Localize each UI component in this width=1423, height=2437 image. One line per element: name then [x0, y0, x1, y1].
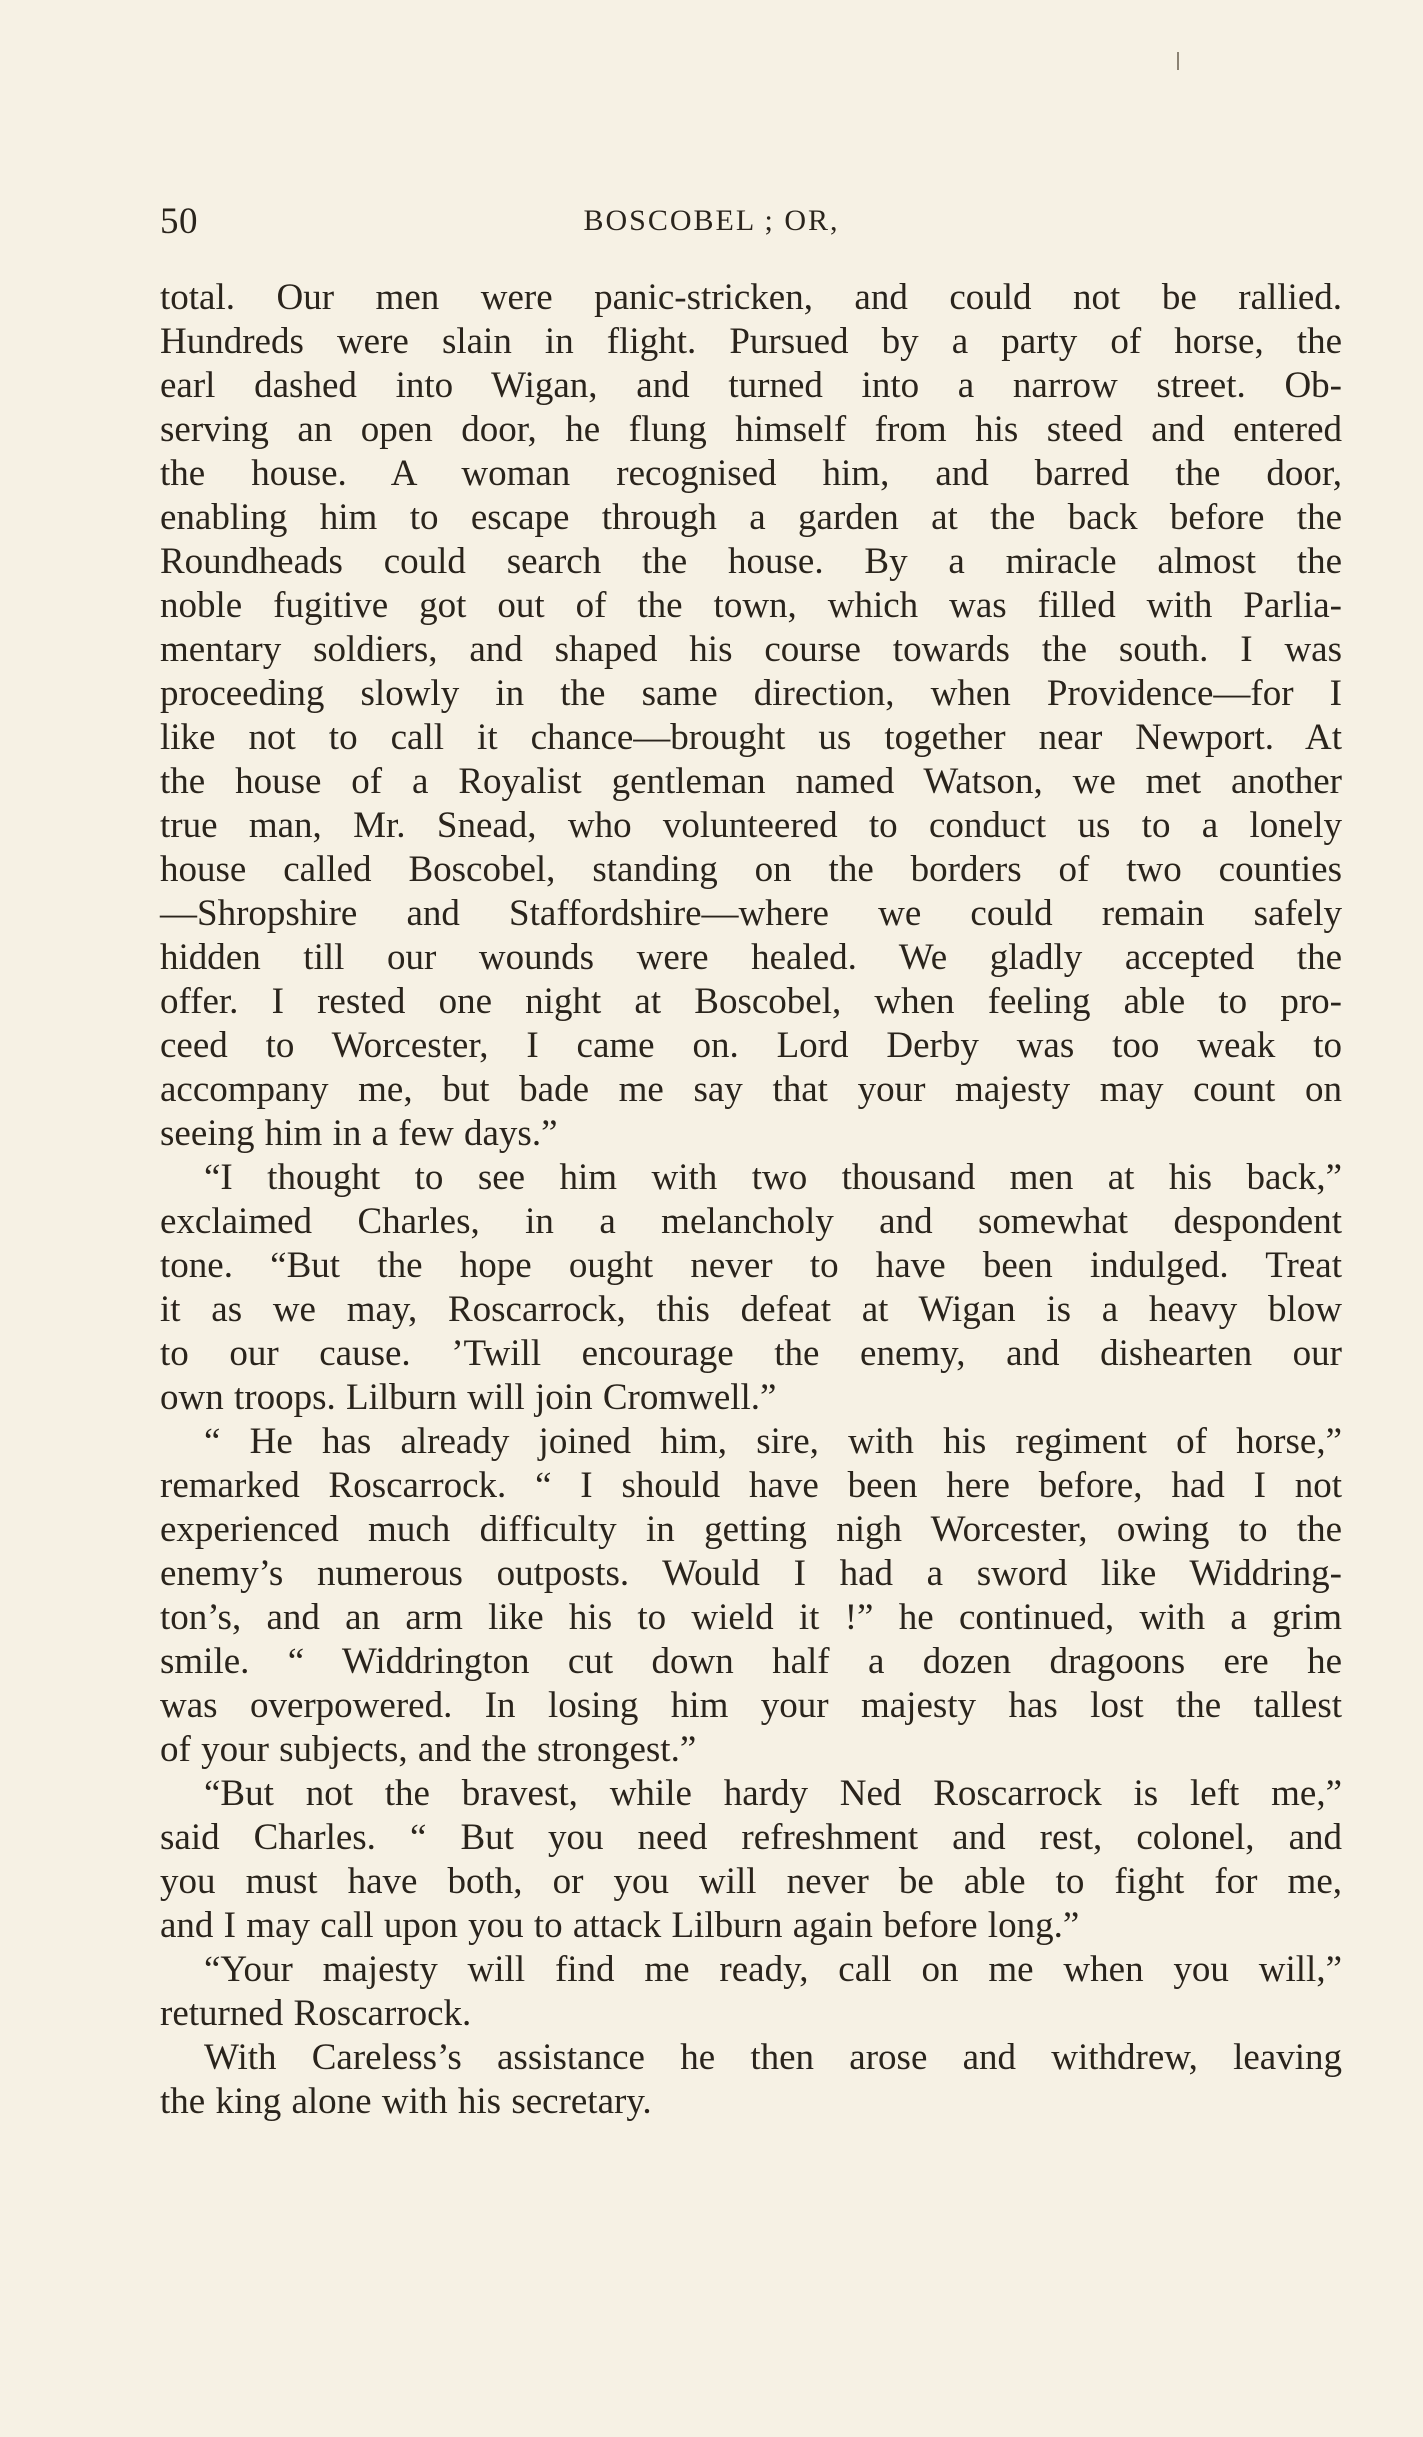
text-line: enabling him to escape through a garden at the back before the [160, 497, 1342, 538]
text-line: smile. “ Widdrington cut down half a dozen dragoons ere he [160, 1641, 1342, 1682]
text-line: and I may call upon you to attack Lilburn again before long.” [160, 1905, 1080, 1946]
text-line: earl dashed into Wigan, and turned into a narrow street. Ob- [160, 365, 1342, 406]
text-line: “ He has already joined him, sire, with his regiment of horse,” [204, 1421, 1342, 1462]
text-line: exclaimed Charles, in a melancholy and somewhat despondent [160, 1201, 1342, 1242]
text-line: seeing him in a few days.” [160, 1113, 558, 1154]
text-line: true man, Mr. Snead, who volunteered to conduct us to a lonely [160, 805, 1342, 846]
paragraph-4 [160, 1772, 1342, 1948]
text-line: ton’s, and an arm like his to wield it !” he continued, with a grim [160, 1597, 1342, 1638]
text-line: experienced much difficulty in getting nigh Worcester, owing to the [160, 1509, 1342, 1550]
text-line: it as we may, Roscarrock, this defeat at Wigan is a heavy blow [160, 1289, 1342, 1330]
text-line: Hundreds were slain in flight. Pursued by a party of horse, the [160, 321, 1342, 362]
margin-mark [1177, 52, 1179, 70]
text-line: house called Boscobel, standing on the borders of two counties [160, 849, 1342, 890]
text-line: own troops. Lilburn will join Cromwell.” [160, 1377, 777, 1418]
text-line: noble fugitive got out of the town, which was filled with Parlia- [160, 585, 1342, 626]
text-line: “Your majesty will find me ready, call on me when you will,” [204, 1949, 1342, 1990]
text-line: With Careless’s assistance he then arose and withdrew, leaving [204, 2037, 1342, 2078]
text-line: ceed to Worcester, I came on. Lord Derby was too weak to [160, 1025, 1342, 1066]
paragraph-2 [160, 1156, 1342, 1420]
text-line: the king alone with his secretary. [160, 2081, 652, 2122]
text-line: was overpowered. In losing him your majesty has lost the tallest [160, 1685, 1342, 1726]
text-line: proceeding slowly in the same direction, when Providence—for I [160, 673, 1342, 714]
text-line: tone. “But the hope ought never to have been indulged. Treat [160, 1245, 1342, 1286]
text-line: —Shropshire and Staffordshire—where we could remain safely [160, 893, 1342, 934]
text-line: serving an open door, he flung himself from his steed and entered [160, 409, 1342, 450]
text-line: enemy’s numerous outposts. Would I had a sword like Widdring- [160, 1553, 1342, 1594]
text-line: hidden till our wounds were healed. We gladly accepted the [160, 937, 1342, 978]
running-title: BOSCOBEL ; OR, [583, 204, 840, 237]
text-line: “But not the bravest, while hardy Ned Roscarrock is left me,” [204, 1773, 1342, 1814]
text-line: total. Our men were panic-stricken, and could not be rallied. [160, 277, 1342, 318]
text-line: said Charles. “ But you need refreshment and rest, colonel, and [160, 1817, 1342, 1858]
text-line: to our cause. ’Twill encourage the enemy, and dishearten our [160, 1333, 1342, 1374]
text-line: “I thought to see him with two thousand men at his back,” [204, 1157, 1342, 1198]
text-line: returned Roscarrock. [160, 1993, 472, 2034]
text-line: the house of a Royalist gentleman named Watson, we met another [160, 761, 1342, 802]
text-line: mentary soldiers, and shaped his course towards the south. I was [160, 629, 1342, 670]
text-line: you must have both, or you will never be able to fight for me, [160, 1861, 1342, 1902]
text-line: like not to call it chance—brought us together near Newport. At [160, 717, 1342, 758]
running-header [160, 200, 1263, 252]
text-line: remarked Roscarrock. “ I should have been here before, had I not [160, 1465, 1342, 1506]
page-number: 50 [160, 201, 198, 242]
text-line: accompany me, but bade me say that your majesty may count on [160, 1069, 1342, 1110]
paragraph-5 [160, 1948, 1342, 2036]
text-line: offer. I rested one night at Boscobel, when feeling able to pro- [160, 981, 1342, 1022]
paragraph-3 [160, 1420, 1342, 1772]
paragraph-6 [160, 2036, 1342, 2124]
body-text [160, 276, 1342, 2124]
text-line: of your subjects, and the strongest.” [160, 1729, 697, 1770]
text-line: Roundheads could search the house. By a miracle almost the [160, 541, 1342, 582]
paragraph-1 [160, 276, 1342, 1156]
text-line: the house. A woman recognised him, and barred the door, [160, 453, 1342, 494]
